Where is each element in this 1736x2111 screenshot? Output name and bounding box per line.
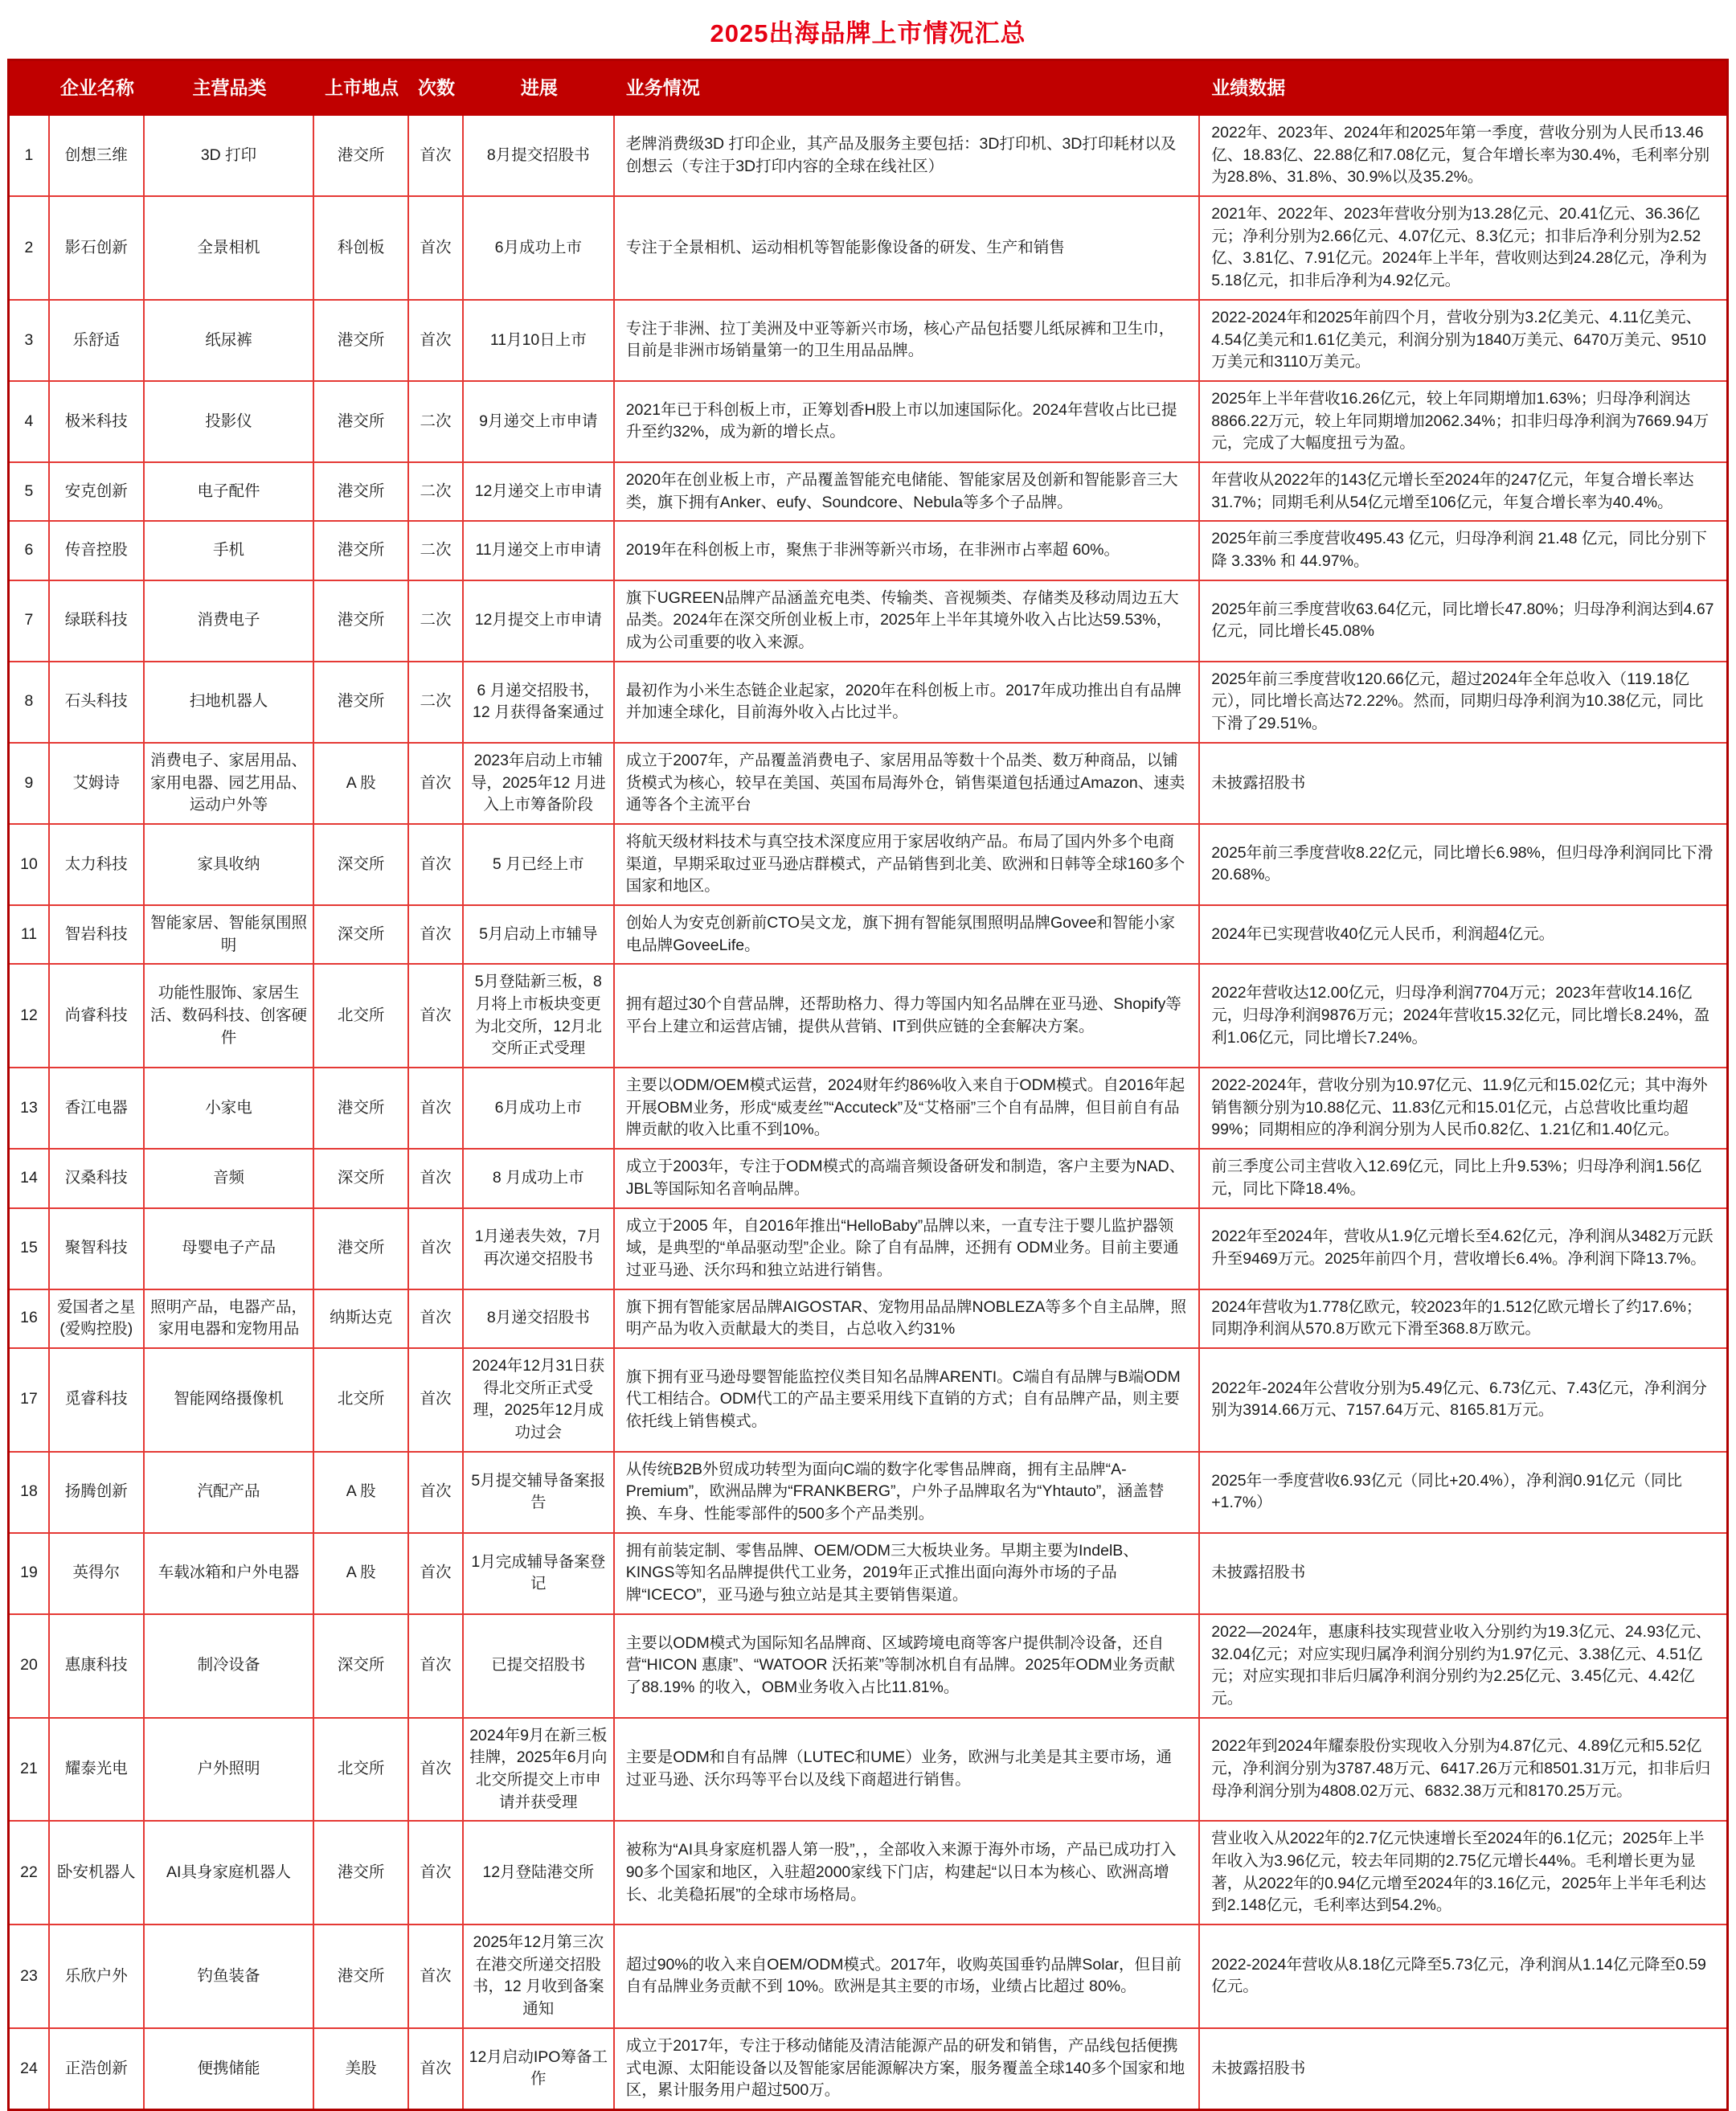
cell-category: 功能性服饰、家居生活、数码科技、创客硬件 xyxy=(145,965,315,1067)
table-row xyxy=(10,1925,1726,2029)
cell-category: 纸尿裤 xyxy=(145,301,315,380)
cell-progress: 12月登陆港交所 xyxy=(464,1822,615,1924)
cell-business: 成立于2005 年，自2016年推出“HelloBaby”品牌以来，一直专注于婴儿监护器领域，是典型的“单品驱动型”企业。除了自有品牌，还拥有 ODM业务。目前主要通过亚马逊、沃尔玛和独立站进行销售。 xyxy=(615,1209,1201,1289)
cell-performance: 2022年-2024年公营收分别为5.49亿元、6.73亿元、7.43亿元，净利润分别为3914.66万元、7157.64万元、8165.81万元。 xyxy=(1211,1379,1707,1420)
cell-performance: 2022年到2024年耀泰股份实现收入分别为4.87亿元、4.89亿元和5.52亿元，净利润分别为3787.48万元、6417.26万元和8501.31万元，扣非后归母净利润分别为4808.02万元、6832.38万元和8170.25万元。 xyxy=(1211,1737,1711,1800)
table-row xyxy=(10,301,1726,382)
page xyxy=(7,0,1729,2111)
cell-name: 太力科技 xyxy=(50,825,145,904)
cell-venue: 纳斯达克 xyxy=(314,1290,409,1347)
cell-category: 便携储能 xyxy=(145,2029,315,2109)
cell-progress: 2024年12月31日获得北交所正式受理，2025年12月成功过会 xyxy=(464,1349,615,1451)
cell-progress: 5月启动上市辅导 xyxy=(464,906,615,963)
cell-category: 智能网络摄像机 xyxy=(145,1349,315,1451)
cell-times: 首次 xyxy=(409,1150,464,1207)
cell-business: 成立于2017年，专注于移动储能及清洁能源产品的研发和销售，产品线包括便携式电源、太阳能设备以及智能家居能源解决方案，服务覆盖全球140多个国家和地区，累计服务用户超过500万。 xyxy=(615,2029,1201,2109)
cell-times: 首次 xyxy=(409,2029,464,2109)
cell-business: 专注于全景相机、运动相机等智能影像设备的研发、生产和销售 xyxy=(615,197,1201,299)
cell-times: 首次 xyxy=(409,965,464,1067)
cell-progress: 8月提交招股书 xyxy=(464,116,615,195)
cell-times: 首次 xyxy=(409,197,464,299)
cell-name: 石头科技 xyxy=(50,662,145,742)
cell-business: 2019年在科创板上市，聚焦于非洲等新兴市场，在非洲市占率超 60%。 xyxy=(615,522,1201,579)
cell-performance: 2022年、2023年、2024年和2025年第一季度，营收分别为人民币13.46亿、18.83亿、22.88亿和7.08亿元，复合年增长率为30.4%，毛利率分别为28.8%、31.8%、30.9%以及35.2%。 xyxy=(1211,124,1710,187)
cell-category: 制冷设备 xyxy=(145,1615,315,1717)
cell-business: 成立于2007年，产品覆盖消费电子、家居用品等数十个品类、数万种商品，以铺货模式为核心，较早在美国、英国布局海外仓，销售渠道包括通过Amazon、速卖通等各个主流平台 xyxy=(615,744,1201,823)
cell-no: 22 xyxy=(10,1822,50,1924)
cell-progress: 12月提交上市申请 xyxy=(464,581,615,661)
cell-no: 21 xyxy=(10,1719,50,1821)
cell-performance: 2025年前三季度营收63.64亿元，同比增长47.80%；归母净利润达到4.67亿元，同比增长45.08% xyxy=(1211,600,1714,641)
cell-name: 汉桑科技 xyxy=(50,1150,145,1207)
cell-category: 母婴电子产品 xyxy=(145,1209,315,1289)
cell-venue: 深交所 xyxy=(314,1150,409,1207)
cell-category: 户外照明 xyxy=(145,1719,315,1821)
table-body xyxy=(10,116,1726,2109)
cell-venue: 港交所 xyxy=(314,522,409,579)
cell-no: 5 xyxy=(10,463,50,520)
cell-venue: 港交所 xyxy=(314,116,409,195)
cell-name: 尚睿科技 xyxy=(50,965,145,1067)
cell-category: 扫地机器人 xyxy=(145,662,315,742)
cell-times: 首次 xyxy=(409,1615,464,1717)
cell-times: 首次 xyxy=(409,1453,464,1532)
cell-performance: 2022-2024年营收从8.18亿元降至5.73亿元，净利润从1.14亿元降至0.59亿元。 xyxy=(1211,1955,1706,1996)
cell-progress: 1月完成辅导备案登记 xyxy=(464,1534,615,1613)
cell-business: 旗下拥有智能家居品牌AIGOSTAR、宠物用品品牌NOBLEZA等多个自主品牌，照明产品为收入贡献最大的类目，占总收入约31% xyxy=(615,1290,1201,1347)
cell-performance: 2025年前三季度营收120.66亿元，超过2024年全年总收入（119.18亿元），同比增长高达72.22%。然而，同期归母净利润为10.38亿元，同比下滑了29.51%。 xyxy=(1211,670,1704,733)
table-row xyxy=(10,2029,1726,2109)
table-header-row xyxy=(10,61,1726,116)
cell-no: 9 xyxy=(10,744,50,823)
cell-business: 最初作为小米生态链企业起家，2020年在科创板上市。2017年成功推出自有品牌并加速全球化，目前海外收入占比过半。 xyxy=(615,662,1201,742)
cell-venue: 港交所 xyxy=(314,301,409,380)
cell-category: 手机 xyxy=(145,522,315,579)
cell-performance: 2022年营收达12.00亿元，归母净利润7704万元；2023年营收14.16亿元，归母净利润9876万元；2024年营收15.32亿元，同比增长8.24%，盈利1.06亿元，同比增长7.24%。 xyxy=(1211,984,1710,1047)
table-row xyxy=(10,1453,1726,1534)
cell-times: 二次 xyxy=(409,581,464,661)
cell-times: 二次 xyxy=(409,463,464,520)
cell-times: 首次 xyxy=(409,825,464,904)
cell-name: 艾姆诗 xyxy=(50,744,145,823)
cell-no: 24 xyxy=(10,2029,50,2109)
cell-performance: 前三季度公司主营收入12.69亿元，同比上升9.53%；归母净利润1.56亿元，同比下降18.4%。 xyxy=(1211,1158,1702,1198)
cell-venue: 北交所 xyxy=(314,1349,409,1451)
cell-venue: 美股 xyxy=(314,2029,409,2109)
cell-progress: 9月递交上市申请 xyxy=(464,382,615,461)
cell-no: 8 xyxy=(10,662,50,742)
cell-category: AI具身家庭机器人 xyxy=(145,1822,315,1924)
cell-progress: 1月递表失效，7月再次递交招股书 xyxy=(464,1209,615,1289)
table-row xyxy=(10,744,1726,825)
table-row xyxy=(10,1068,1726,1150)
cell-times: 首次 xyxy=(409,116,464,195)
table-row xyxy=(10,522,1726,580)
cell-venue: A 股 xyxy=(314,744,409,823)
table-row xyxy=(10,1615,1726,1719)
table-row xyxy=(10,965,1726,1068)
cell-no: 13 xyxy=(10,1068,50,1148)
cell-no: 16 xyxy=(10,1290,50,1347)
cell-category: 小家电 xyxy=(145,1068,315,1148)
table-row xyxy=(10,1349,1726,1453)
cell-no: 23 xyxy=(10,1925,50,2027)
cell-times: 首次 xyxy=(409,1068,464,1148)
cell-venue: 港交所 xyxy=(314,1925,409,2027)
cell-business: 被称为“AI具身家庭机器人第一股”，，全部收入来源于海外市场，产品已成功打入90多个国家和地区，入驻超2000家线下门店，构建起“以日本为核心、欧洲高增长、北美稳拓展”的全球市场格局。 xyxy=(615,1822,1201,1924)
cell-venue: 北交所 xyxy=(314,965,409,1067)
cell-progress: 2023年启动上市辅导，2025年12 月进入上市筹备阶段 xyxy=(464,744,615,823)
cell-performance: 2022年至2024年，营收从1.9亿元增长至4.62亿元，净利润从3482万元跃升至9469万元。2025年前四个月，营收增长6.4%。净利润下降13.7%。 xyxy=(1211,1228,1713,1269)
cell-venue: 深交所 xyxy=(314,1615,409,1717)
table-row xyxy=(10,906,1726,965)
cell-progress: 12月递交上市申请 xyxy=(464,463,615,520)
cell-venue: A 股 xyxy=(314,1453,409,1532)
cell-progress: 5 月已经上市 xyxy=(464,825,615,904)
table-row xyxy=(10,1150,1726,1208)
column-header: 次数 xyxy=(417,76,455,98)
cell-name: 卧安机器人 xyxy=(50,1822,145,1924)
cell-no: 4 xyxy=(10,382,50,461)
cell-name: 安克创新 xyxy=(50,463,145,520)
table-row xyxy=(10,662,1726,744)
cell-times: 首次 xyxy=(409,1534,464,1613)
cell-performance: 2025年前三季度营收8.22亿元，同比增长6.98%，但归母净利润同比下滑20.68%。 xyxy=(1211,843,1713,884)
cell-performance: 2024年营收为1.778亿欧元，较2023年的1.512亿欧元增长了约17.6%；同期净利润从570.8万欧元下滑至368.8万欧元。 xyxy=(1211,1297,1702,1338)
cell-no: 7 xyxy=(10,581,50,661)
cell-business: 2021年已于科创板上市，正筹划香H股上市以加速国际化。2024年营收占比已提升至约32%，成为新的增长点。 xyxy=(615,382,1201,461)
cell-category: 家具收纳 xyxy=(145,825,315,904)
cell-progress: 2025年12月第三次在港交所递交招股书，12 月收到备案通知 xyxy=(464,1925,615,2027)
table-row xyxy=(10,463,1726,522)
cell-name: 惠康科技 xyxy=(50,1615,145,1717)
cell-venue: 港交所 xyxy=(314,662,409,742)
table-row xyxy=(10,197,1726,301)
cell-venue: 港交所 xyxy=(314,382,409,461)
cell-business: 旗下拥有亚马逊母婴智能监控仪类目知名品牌ARENTI。C端自有品牌与B端ODM代工相结合。ODM代工的产品主要采用线下直销的方式；自有品牌产品，则主要依托线上销售模式。 xyxy=(615,1349,1201,1451)
cell-category: 车载冰箱和户外电器 xyxy=(145,1534,315,1613)
cell-category: 消费电子 xyxy=(145,581,315,661)
cell-no: 10 xyxy=(10,825,50,904)
cell-name: 影石创新 xyxy=(50,197,145,299)
cell-name: 创想三维 xyxy=(50,116,145,195)
cell-performance: 2025年前三季度营收495.43 亿元，归母净利润 21.48 亿元，同比分别下降 3.33% 和 44.97%。 xyxy=(1211,530,1707,570)
table-row xyxy=(10,1209,1726,1290)
cell-name: 爱国者之星(爱购控股) xyxy=(50,1290,145,1347)
cell-business: 成立于2003年，专注于ODM模式的高端音频设备研发和制造，客户主要为NAD、JBL等国际知名音响品牌。 xyxy=(615,1150,1201,1207)
cell-progress: 6月成功上市 xyxy=(464,197,615,299)
cell-times: 二次 xyxy=(409,662,464,742)
page-title: 2025出海品牌上市情况汇总 xyxy=(710,19,1026,47)
cell-times: 首次 xyxy=(409,1822,464,1924)
cell-no: 19 xyxy=(10,1534,50,1613)
cell-venue: 港交所 xyxy=(314,581,409,661)
cell-progress: 11月10日上市 xyxy=(464,301,615,380)
table-row xyxy=(10,116,1726,197)
cell-times: 首次 xyxy=(409,906,464,963)
cell-business: 老牌消费级3D 打印企业，其产品及服务主要包括：3D打印机、3D打印耗材以及创想云（专注于3D打印内容的全球在线社区） xyxy=(615,116,1201,195)
column-header: 上市地点 xyxy=(325,76,399,98)
cell-category: 全景相机 xyxy=(145,197,315,299)
cell-business: 2020年在创业板上市，产品覆盖智能充电储能、智能家居及创新和智能影音三大类，旗下拥有Anker、eufy、Soundcore、Nebula等多个子品牌。 xyxy=(615,463,1201,520)
cell-progress: 11月递交上市申请 xyxy=(464,522,615,579)
cell-business: 主要以ODM模式为国际知名品牌商、区域跨境电商等客户提供制冷设备，还自营“HICON 惠康”、“WATOOR 沃拓莱”等制冰机自有品牌。2025年ODM业务贡献了88.19% 的收入，OBM业务收入占比11.81%。 xyxy=(615,1615,1201,1717)
cell-name: 耀泰光电 xyxy=(50,1719,145,1821)
cell-no: 3 xyxy=(10,301,50,380)
cell-progress: 8 月成功上市 xyxy=(464,1150,615,1207)
cell-performance: 2021年、2022年、2023年营收分别为13.28亿元、20.41亿元、36.36亿元；净利分别为2.66亿元、4.07亿元、8.3亿元；扣非后净利分别为2.52亿、3.81亿、7.91亿元。2024年上半年，营收则达到24.28亿元，净利为5.18亿元，扣非后净利为4.92亿元。 xyxy=(1211,205,1707,290)
column-header: 业绩数据 xyxy=(1211,76,1286,98)
cell-performance: 2022-2024年和2025年前四个月，营收分别为3.2亿美元、4.11亿美元、4.54亿美元和1.61亿美元，利润分别为1840万美元、6470万美元、9510万美元和3110万美元。 xyxy=(1211,308,1706,371)
cell-name: 极米科技 xyxy=(50,382,145,461)
cell-performance: 2025年上半年营收16.26亿元，较上年同期增加1.63%；归母净利润达8866.22万元，较上年同期增加2062.34%；扣非归母净利润为7669.94万元，完成了大幅度扭亏为盈。 xyxy=(1211,389,1709,453)
cell-name: 乐舒适 xyxy=(50,301,145,380)
cell-category: 3D 打印 xyxy=(145,116,315,195)
cell-progress: 12月启动IPO筹备工作 xyxy=(464,2029,615,2109)
cell-name: 扬腾创新 xyxy=(50,1453,145,1532)
cell-progress: 已提交招股书 xyxy=(464,1615,615,1717)
column-header: 主营品类 xyxy=(192,76,267,98)
cell-name: 绿联科技 xyxy=(50,581,145,661)
cell-business: 从传统B2B外贸成功转型为面向C端的数字化零售品牌商，拥有主品牌“A-Premium”，欧洲品牌为“FRANKBERG”，户外子品牌取名为“Yhtauto”，涵盖替换、车身、性能零部件的500多个产品类别。 xyxy=(615,1453,1201,1532)
cell-progress: 8月递交招股书 xyxy=(464,1290,615,1347)
table-row xyxy=(10,382,1726,463)
table-row xyxy=(10,825,1726,906)
cell-times: 二次 xyxy=(409,382,464,461)
cell-times: 首次 xyxy=(409,1719,464,1821)
column-header xyxy=(10,61,50,114)
column-header: 进展 xyxy=(520,76,558,98)
table-row xyxy=(10,1290,1726,1349)
cell-venue: 港交所 xyxy=(314,1822,409,1924)
cell-business: 主要是ODM和自有品牌（LUTEC和UME）业务，欧洲与北美是其主要市场，通过亚马逊、沃尔玛等平台以及线下商超进行销售。 xyxy=(615,1719,1201,1821)
cell-no: 11 xyxy=(10,906,50,963)
cell-category: 消费电子、家居用品、家用电器、园艺用品、运动户外等 xyxy=(145,744,315,823)
cell-no: 18 xyxy=(10,1453,50,1532)
cell-progress: 5月登陆新三板，8月将上市板块变更为北交所，12月北交所正式受理 xyxy=(464,965,615,1067)
cell-progress: 5月提交辅导备案报告 xyxy=(464,1453,615,1532)
cell-business: 专注于非洲、拉丁美洲及中亚等新兴市场，核心产品包括婴儿纸尿裤和卫生巾，目前是非洲市场销量第一的卫生用品品牌。 xyxy=(615,301,1201,380)
table-row xyxy=(10,1534,1726,1615)
cell-performance: 2022-2024年，营收分别为10.97亿元、11.9亿元和15.02亿元；其中海外销售额分别为10.88亿元、11.83亿元和15.01亿元，占总营收比重均超99%；同期相应的净利润分别为人民币0.82亿、1.21亿和1.40亿元。 xyxy=(1211,1076,1708,1139)
cell-performance: 2022—2024年，惠康科技实现营业收入分别约为19.3亿元、24.93亿元、32.04亿元；对应实现归属净利润分别约为1.97亿元、3.38亿元、4.51亿元；对应实现扣非后归属净利润分别约为2.25亿元、3.45亿元、4.42亿元。 xyxy=(1211,1622,1712,1707)
cell-business: 拥有超过30个自营品牌，还帮助格力、得力等国内知名品牌在亚马逊、Shopify等平台上建立和运营店铺，提供从营销、IT到供应链的全套解决方案。 xyxy=(615,965,1201,1067)
cell-times: 首次 xyxy=(409,1349,464,1451)
table-row xyxy=(10,1719,1726,1822)
cell-business: 主要以ODM/OEM模式运营，2024财年约86%收入来自于ODM模式。自2016年起开展OBM业务，形成“威麦丝”“Accuteck”及“艾格丽”三个自有品牌，但目前自有品牌贡献的收入比重不到10%。 xyxy=(615,1068,1201,1148)
cell-category: 智能家居、智能氛围照明 xyxy=(145,906,315,963)
cell-category: 投影仪 xyxy=(145,382,315,461)
cell-venue: 北交所 xyxy=(314,1719,409,1821)
cell-no: 14 xyxy=(10,1150,50,1207)
cell-name: 香江电器 xyxy=(50,1068,145,1148)
cell-no: 15 xyxy=(10,1209,50,1289)
cell-performance: 未披露招股书 xyxy=(1211,2059,1306,2077)
table-row xyxy=(10,581,1726,662)
cell-name: 正浩创新 xyxy=(50,2029,145,2109)
cell-name: 智岩科技 xyxy=(50,906,145,963)
cell-venue: A 股 xyxy=(314,1534,409,1613)
table-row xyxy=(10,1822,1726,1925)
column-header: 业务情况 xyxy=(625,76,700,98)
cell-venue: 港交所 xyxy=(314,1209,409,1289)
cell-performance: 未披露招股书 xyxy=(1211,1564,1306,1582)
cell-name: 聚智科技 xyxy=(50,1209,145,1289)
cell-business: 旗下UGREEN品牌产品涵盖充电类、传输类、音视频类、存储类及移动周边五大品类。2024年在深交所创业板上市，2025年上半年其境外收入占比达59.53%，成为公司重要的收入来源。 xyxy=(615,581,1201,661)
cell-no: 6 xyxy=(10,522,50,579)
cell-business: 拥有前装定制、零售品牌、OEM/ODM三大板块业务。早期主要为IndelB、KINGS等知名品牌提供代工业务，2019年正式推出面向海外市场的子品牌“ICECO”，亚马逊与独立站是其主要销售渠道。 xyxy=(615,1534,1201,1613)
cell-performance: 2025年一季度营收6.93亿元（同比+20.4%），净利润0.91亿元（同比+1.7%） xyxy=(1211,1471,1682,1512)
cell-category: 电子配件 xyxy=(145,463,315,520)
cell-progress: 2024年9月在新三板挂牌，2025年6月向北交所提交上市申请并获受理 xyxy=(464,1719,615,1821)
cell-no: 1 xyxy=(10,116,50,195)
cell-venue: 港交所 xyxy=(314,463,409,520)
cell-name: 英得尔 xyxy=(50,1534,145,1613)
cell-progress: 6月成功上市 xyxy=(464,1068,615,1148)
cell-name: 觅睿科技 xyxy=(50,1349,145,1451)
cell-progress: 6 月递交招股书，12 月获得备案通过 xyxy=(464,662,615,742)
cell-name: 乐欣户外 xyxy=(50,1925,145,2027)
cell-category: 音频 xyxy=(145,1150,315,1207)
cell-name: 传音控股 xyxy=(50,522,145,579)
cell-times: 首次 xyxy=(409,744,464,823)
cell-category: 照明产品，电器产品，家用电器和宠物用品 xyxy=(145,1290,315,1347)
cell-business: 将航天级材料技术与真空技术深度应用于家居收纳产品。布局了国内外多个电商渠道，早期采取过亚马逊店群模式，产品销售到北美、欧洲和日韩等全球160多个国家和地区。 xyxy=(615,825,1201,904)
cell-no: 17 xyxy=(10,1349,50,1451)
cell-venue: 港交所 xyxy=(314,1068,409,1148)
cell-venue: 科创板 xyxy=(314,197,409,299)
cell-no: 2 xyxy=(10,197,50,299)
cell-times: 首次 xyxy=(409,1209,464,1289)
cell-times: 首次 xyxy=(409,1925,464,2027)
cell-venue: 深交所 xyxy=(314,906,409,963)
cell-business: 创始人为安克创新前CTO吴文龙，旗下拥有智能氛围照明品牌Govee和智能小家电品牌GoveeLife。 xyxy=(615,906,1201,963)
cell-category: 钓鱼装备 xyxy=(145,1925,315,2027)
cell-business: 超过90%的收入来自OEM/ODM模式。2017年，收购英国垂钓品牌Solar，但目前自有品牌业务贡献不到 10%。欧洲是其主要的市场，业绩占比超过 80%。 xyxy=(615,1925,1201,2027)
cell-no: 12 xyxy=(10,965,50,1067)
cell-venue: 深交所 xyxy=(314,825,409,904)
cell-times: 首次 xyxy=(409,301,464,380)
cell-category: 汽配产品 xyxy=(145,1453,315,1532)
cell-performance: 未披露招股书 xyxy=(1211,773,1306,792)
cell-times: 首次 xyxy=(409,1290,464,1347)
cell-no: 20 xyxy=(10,1615,50,1717)
cell-performance: 营业收入从2022年的2.7亿元快速增长至2024年的6.1亿元；2025年上半年收入为3.96亿元，较去年同期的2.75亿元增长44%。毛利增长更为显著，从2022年的0.94亿元增至2024年的3.16亿元，2025年上半年毛利达到2.148亿元，毛利率达到54.2%。 xyxy=(1211,1830,1706,1915)
column-header: 企业名称 xyxy=(59,76,134,98)
cell-performance: 2024年已实现营收40亿元人民币，利润超4亿元。 xyxy=(1211,924,1555,943)
cell-performance: 年营收从2022年的143亿元增长至2024年的247亿元，年复合增长率达31.7%；同期毛利从54亿元增至106亿元，年复合增长率为40.4%。 xyxy=(1211,470,1694,511)
cell-times: 二次 xyxy=(409,522,464,579)
summary-table xyxy=(7,59,1729,2111)
